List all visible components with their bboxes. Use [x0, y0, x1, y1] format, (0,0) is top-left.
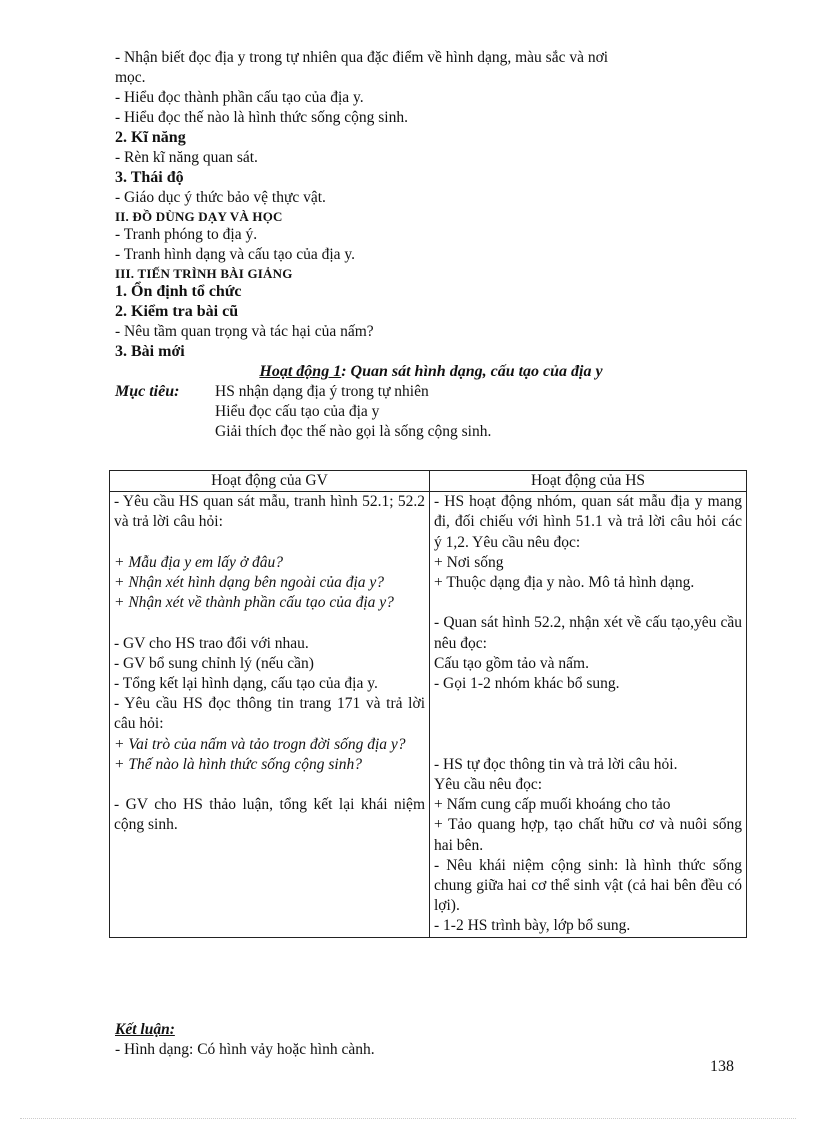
hs-text: + Tảo quang hợp, tạo chất hữu cơ và nuôi sống hai bên.	[434, 816, 742, 854]
new-lesson-heading: 3. Bài mới	[115, 343, 185, 360]
gv-text: - GV bổ sung chỉnh lý (nếu cần)	[114, 654, 314, 672]
page-number: 138	[710, 1058, 734, 1075]
objective-item: HS nhận dạng địa ý trong tự nhiên	[215, 383, 429, 400]
hs-text: - Nêu khái niệm cộng sinh: là hình thức sống chung giữa hai cơ thể sinh vật (cả hai bên đều có lợi).	[434, 856, 742, 915]
hs-cell	[430, 492, 747, 937]
objective-label: Mục tiêu:	[115, 383, 180, 400]
hs-text: Yêu cầu nêu đọc:	[434, 775, 543, 793]
activity-title	[115, 362, 747, 382]
gv-text: - GV cho HS thảo luận, tổng kết lại khái niệm cộng sinh.	[114, 796, 425, 834]
activity-title-number: Hoạt động 1	[259, 363, 342, 380]
gv-text: - GV cho HS trao đổi với nhau.	[114, 634, 309, 652]
materials-line: - Tranh phóng to địa ý.	[115, 226, 258, 243]
gv-question: + Mẫu địa y em lấy ở đâu?	[114, 553, 283, 571]
skills-line: - Rèn kĩ năng quan sát.	[115, 149, 258, 166]
gv-cell	[110, 492, 430, 937]
attitude-line: - Giáo dục ý thức bảo vệ thực vật.	[115, 189, 326, 206]
hs-text: - 1-2 HS trình bày, lớp bổ sung.	[434, 917, 631, 935]
skills-heading: 2. Kĩ năng	[115, 129, 186, 146]
header-hs: Hoạt động của HS	[430, 471, 747, 492]
document-body	[115, 48, 747, 442]
gv-text: - Yêu cầu HS đọc thông tin trang 171 và trả lời câu hỏi:	[114, 695, 425, 733]
activity-title-text: : Quan sát hình dạng, cấu tạo của địa y	[341, 363, 603, 380]
hs-text: + Nơi sống	[434, 553, 504, 571]
conclusion	[115, 1020, 735, 1060]
intro-line: mọc.	[115, 69, 146, 86]
objective-list	[215, 382, 747, 442]
table-header-row	[110, 471, 747, 492]
check-heading: 2. Kiểm tra bài cũ	[115, 303, 239, 320]
gv-question: + Nhận xét hình dạng bên ngoài của địa y?	[114, 574, 385, 591]
gv-text: - Tổng kết lại hình dạng, cấu tạo của địa y.	[114, 675, 378, 692]
gv-question: + Nhận xét về thành phần cấu tạo của địa y?	[114, 594, 394, 612]
conclusion-line: - Hình dạng: Có hình vảy hoặc hình cành.	[115, 1041, 375, 1058]
header-gv: Hoạt động của GV	[110, 471, 430, 492]
conclusion-heading: Kết luận:	[115, 1021, 175, 1038]
process-heading: III. TIẾN TRÌNH BÀI GIẢNG	[115, 266, 293, 281]
attitude-heading: 3. Thái độ	[115, 169, 184, 186]
objective-item: Giải thích đọc thế nào gọi là sống cộng sinh.	[215, 423, 492, 440]
intro-line: - Hiểu đọc thành phần cấu tạo của địa y.	[115, 89, 364, 106]
intro-line: - Nhận biết đọc địa y trong tự nhiên qua đặc điểm về hình dạng, màu sắc và nơi	[115, 49, 609, 66]
objectives	[115, 382, 747, 442]
hs-text: - Quan sát hình 52.2, nhận xét về cấu tạo,yêu cầu nêu đọc:	[434, 614, 742, 652]
intro-line: - Hiểu đọc thế nào là hình thức sống cộng sinh.	[115, 109, 408, 126]
gv-text: - Yêu cầu HS quan sát mẫu, tranh hình 52.1; 52.2 và trả lời câu hỏi:	[114, 493, 425, 531]
activity-table	[109, 470, 747, 938]
hs-text: + Thuộc dạng địa y nào. Mô tả hình dạng.	[434, 574, 695, 592]
table-row	[110, 492, 747, 937]
gv-question: + Thế nào là hình thức sống cộng sinh?	[114, 755, 362, 773]
materials-heading: II. ĐỒ DÙNG DẠY VÀ HỌC	[115, 209, 283, 224]
hs-text: - Gọi 1-2 nhóm khác bổ sung.	[434, 675, 620, 693]
footer-divider	[20, 1118, 796, 1119]
hs-text: Cấu tạo gồm tảo và nấm.	[434, 654, 589, 672]
gv-question: + Vai trò của nấm và tảo trogn đời sống địa y?	[114, 735, 406, 753]
hs-text: - HS hoạt động nhóm, quan sát mẫu địa y mang đi, đối chiếu với hình 51.1 và trả lời câu hỏi các ý 1,2. Yêu cầu nêu đọc:	[434, 493, 742, 551]
hs-text: + Nấm cung cấp muối khoáng cho tảo	[434, 796, 671, 814]
stabilize-heading: 1. Ổn định tổ chức	[115, 283, 242, 300]
materials-line: - Tranh hình dạng và cấu tạo của địa y.	[115, 246, 356, 263]
hs-text: - HS tự đọc thông tin và trả lời câu hỏi.	[434, 755, 678, 773]
objective-item: Hiểu đọc cấu tạo của địa y	[215, 403, 380, 420]
check-line: - Nêu tầm quan trọng và tác hại của nấm?	[115, 323, 374, 340]
